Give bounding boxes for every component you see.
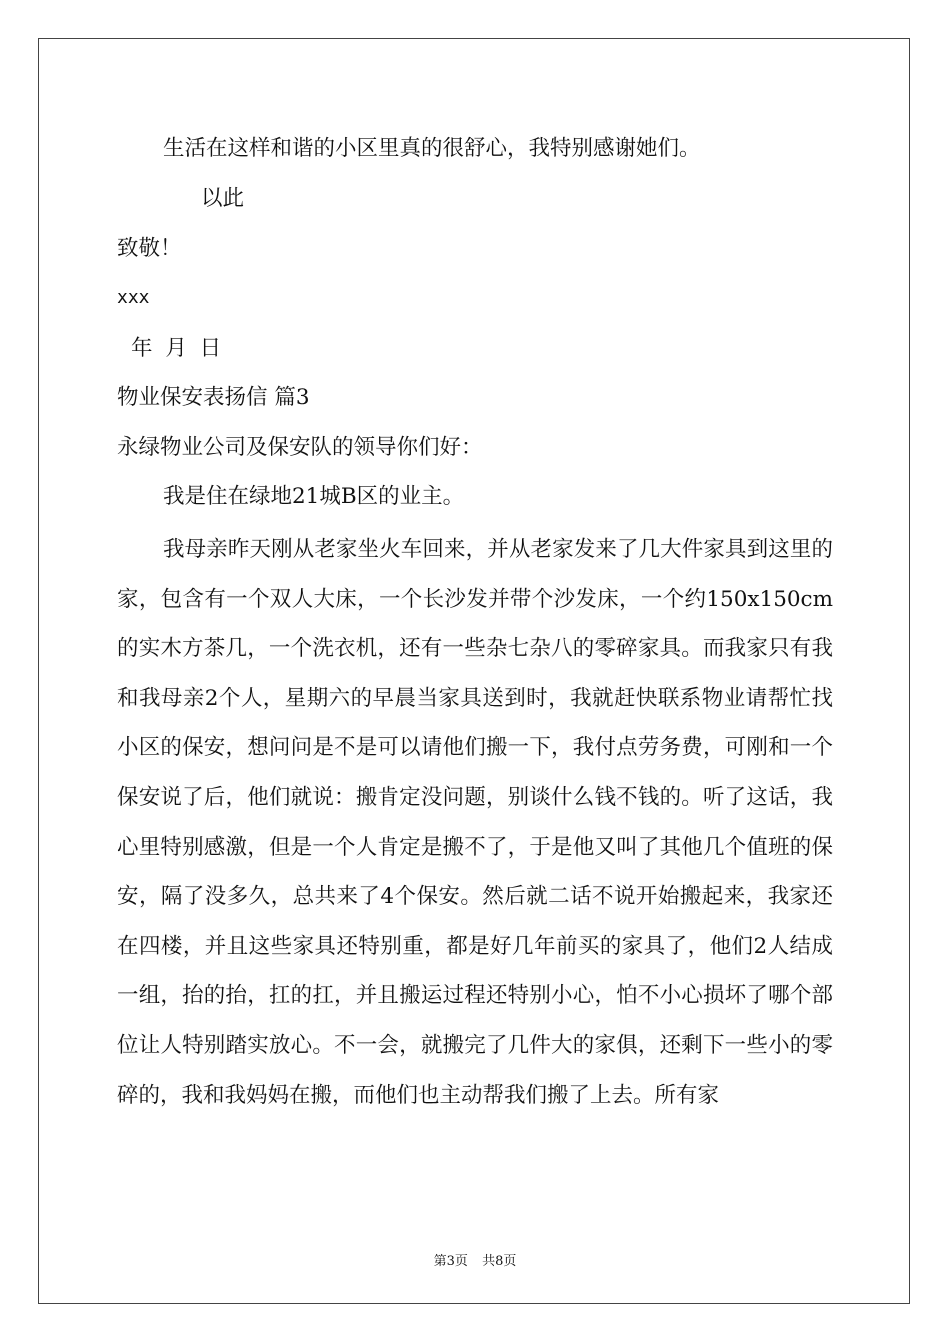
page-number-current: 第3页 xyxy=(433,1254,468,1269)
intro-line: 我是住在绿地21城B区的业主。 xyxy=(163,484,465,509)
body-paragraph: 我母亲昨天刚从老家坐火车回来，并从老家发来了几大件家具到这里的家，包含有一个双人大床，一个长沙发并带个沙发床，一个约150x150cm的实木方茶几，一个洗衣机，还有一些杂七杂八的零碎家具。而我家只有我和我母亲2个人，星期六的早晨当家具送到时，我就赶快联系物业请帮忙找小区的保安，想问问是不是可以请他们搬一下，我付点劳务费，可刚和一个保安说了后，他们就说：搬肯定没问题，别谈什么钱不钱的。听了这话，我心里特别感激，但是一个人肯定是搬不了，于是他又叫了其他几个值班的保安，隔了没多久，总共来了4个保安。然后就二话不说开始搬起来，我家还在四楼，并且这些家具还特别重，都是好几年前买的家具了，他们2人结成一组，抬的抬，扛的扛，并且搬运过程还特别小心，怕不小心损坏了哪个部位让人特别踏实放心。不一会，就搬完了几件大的家俱，还剩下一些小的零碎的，我和我妈妈在搬，而他们也主动帮我们搬了上去。所有家 xyxy=(117,537,833,1108)
text-line-salute: 致敬！ xyxy=(117,236,182,261)
signature-name: xxx xyxy=(117,287,150,308)
date-line: 年 月 日 xyxy=(131,336,222,361)
text-line-closing: 生活在这样和谐的小区里真的很舒心，我特别感谢她们。 xyxy=(163,136,701,161)
page-footer xyxy=(0,1250,950,1269)
text-line-yici: 以此 xyxy=(201,186,245,211)
salutation-line: 永绿物业公司及保安队的领导你们好： xyxy=(117,435,483,460)
section-title: 物业保安表扬信 篇3 xyxy=(117,385,310,410)
page-number-total: 共8页 xyxy=(482,1254,517,1269)
